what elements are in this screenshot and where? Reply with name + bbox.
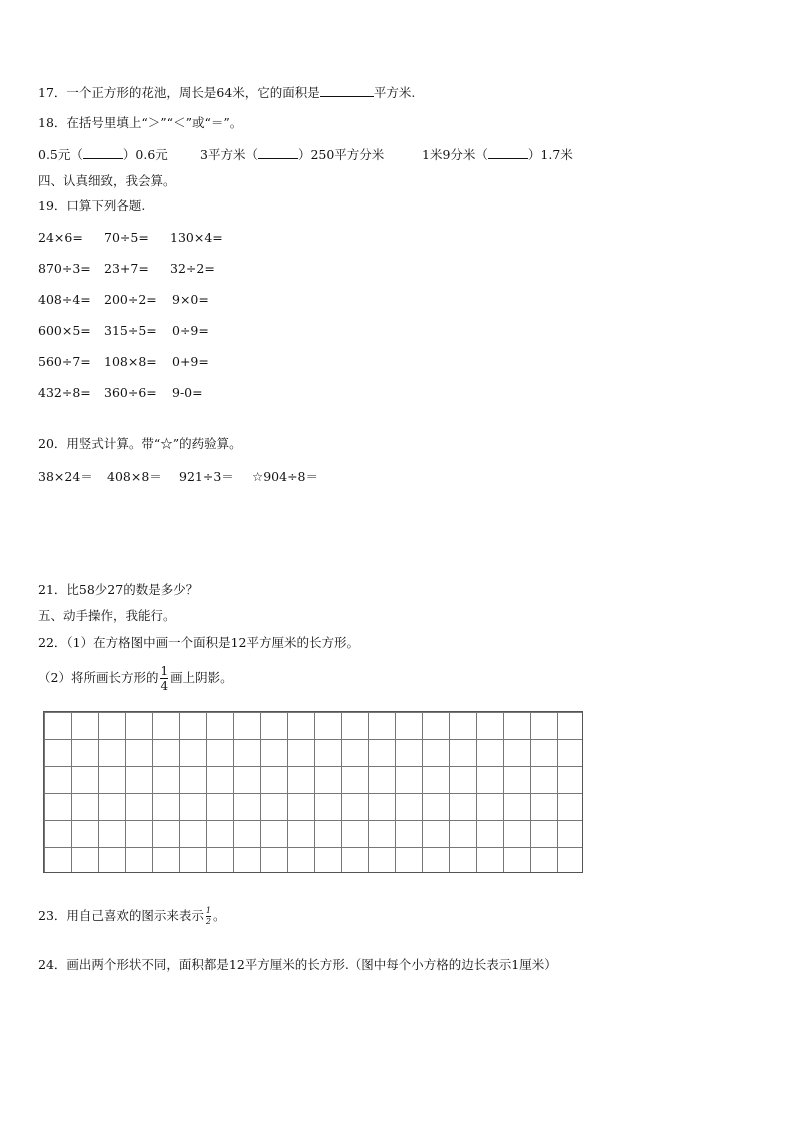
q19-item: 9-0= (172, 385, 203, 400)
q17-text: 17．一个正方形的花池，周长是64米，它的面积是 (38, 85, 320, 100)
q22-part2-suffix: 画上阴影。 (170, 670, 233, 685)
q19-row (38, 292, 209, 308)
q18-item (200, 146, 422, 163)
q18-answer-blank[interactable] (258, 146, 298, 159)
q19-item: 23+7= (104, 261, 149, 276)
q20-items (38, 469, 318, 485)
q19-item: 560÷7= (38, 354, 91, 369)
q19-item: 32÷2= (170, 261, 215, 276)
q19-item: 9×0= (172, 292, 209, 307)
q20-item: 408×8＝ (107, 469, 162, 484)
q22-part2-prefix: （2）将所画长方形的 (38, 670, 159, 685)
q22-fraction (160, 665, 168, 692)
q19-item: 0+9= (172, 354, 209, 369)
q18-items (38, 146, 573, 163)
question-21: 21．比58少27的数是多少？ (38, 582, 199, 597)
q22-fraction-denominator: 4 (160, 679, 169, 693)
q19-item: 432÷8= (38, 385, 91, 400)
q19-row (38, 323, 209, 339)
question-18: 18．在括号里填上“＞”“＜”或“＝”。 (38, 115, 243, 130)
q18-answer-blank[interactable] (488, 146, 528, 159)
q23-suffix: 。 (213, 908, 226, 923)
q23-fraction-denominator: 2 (205, 917, 212, 926)
q19-item: 130×4= (170, 230, 223, 245)
q19-item: 200÷2= (104, 292, 157, 307)
question-22-part2 (38, 660, 233, 696)
q19-item: 70÷5= (104, 230, 149, 245)
q23-prefix: 23．用自己喜欢的图示来表示 (38, 908, 204, 923)
q19-row (38, 354, 209, 370)
q18-item-right: ）1.7米 (527, 147, 573, 162)
question-24: 24．画出两个形状不同，面积都是12平方厘米的长方形.（图中每个小方格的边长表示1厘米） (38, 957, 557, 972)
question-22-part1: 22．（1）在方格图中画一个面积是12平方厘米的长方形。 (38, 635, 360, 650)
q18-item-right: ）250平方分米 (297, 147, 385, 162)
question-23 (38, 905, 226, 927)
q18-item-right: ）0.6元 (122, 147, 168, 162)
question-20-title: 20．用竖式计算。带“☆”的药验算。 (38, 436, 242, 451)
q19-item: 0÷9= (172, 323, 209, 338)
q18-item-left: 0.5元（ (38, 147, 83, 162)
q19-item: 870÷3= (38, 261, 91, 276)
q19-item: 108×8= (104, 354, 157, 369)
q19-item: 24×6= (38, 230, 83, 245)
q19-row (38, 385, 203, 401)
square-grid[interactable] (43, 711, 583, 873)
section-4-heading: 四、认真细致，我会算。 (38, 173, 176, 188)
question-19-title: 19．口算下列各题. (38, 198, 146, 213)
section-5-heading: 五、动手操作，我能行。 (38, 608, 176, 623)
q23-fraction-numerator: 1 (205, 906, 212, 915)
q18-item-left: 1米9分米（ (422, 147, 488, 162)
q19-item: 408÷4= (38, 292, 91, 307)
q18-item-left: 3平方米（ (200, 147, 258, 162)
q18-item (422, 146, 573, 163)
q19-item: 360÷6= (104, 385, 157, 400)
q19-row (38, 261, 215, 277)
question-17 (38, 84, 415, 101)
q18-item (38, 146, 200, 163)
q20-item: ☆904÷8＝ (252, 469, 318, 484)
q18-answer-blank[interactable] (83, 146, 123, 159)
q17-answer-blank[interactable] (320, 84, 374, 97)
q20-item: 921÷3＝ (179, 469, 234, 484)
q19-row (38, 230, 223, 246)
q19-item: 315÷5= (104, 323, 157, 338)
q20-item: 38×24＝ (38, 469, 93, 484)
q19-item: 600×5= (38, 323, 91, 338)
q23-fraction (206, 907, 211, 926)
q17-suffix: 平方米. (373, 85, 416, 100)
q22-fraction-numerator: 1 (160, 664, 169, 678)
